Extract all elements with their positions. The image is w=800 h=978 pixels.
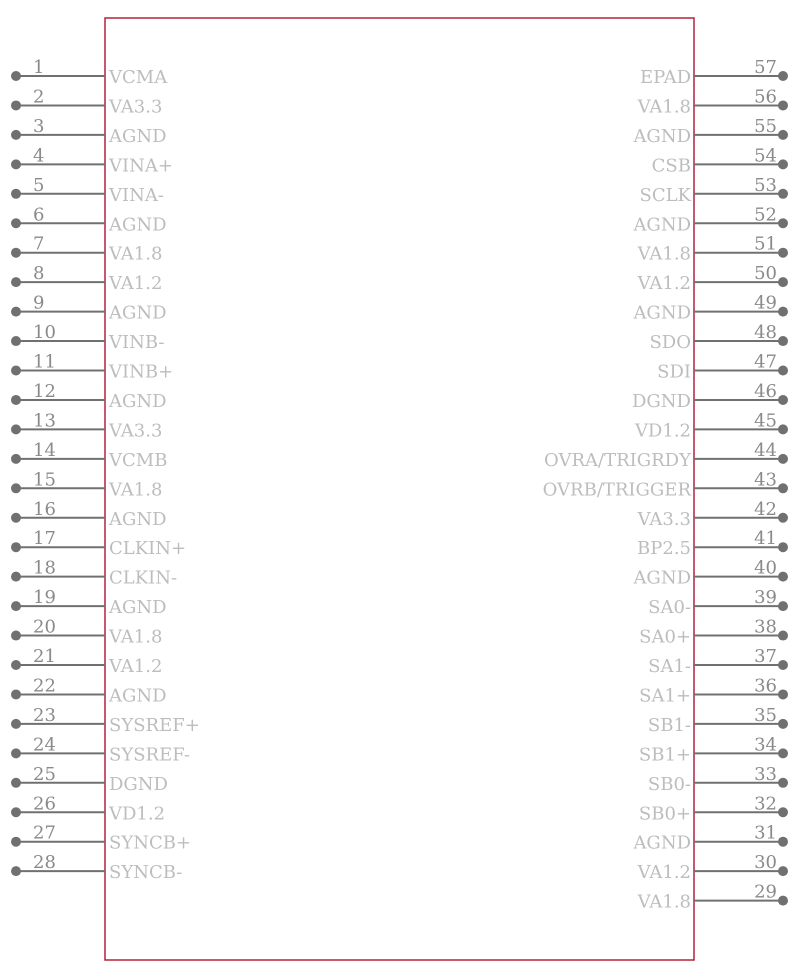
pin-8 (11, 263, 162, 294)
pin-28 (11, 852, 182, 883)
pin-terminal-dot (778, 130, 788, 140)
right-pin-group (543, 57, 788, 913)
pin-terminal-dot (778, 248, 788, 258)
pin-9 (11, 293, 167, 324)
pin-terminal-dot (778, 366, 788, 376)
pin-number: 3 (33, 115, 45, 137)
pin-terminal-dot (778, 424, 788, 434)
pin-number: 2 (33, 86, 45, 108)
pin-name-label: VA1.2 (109, 656, 163, 677)
pin-terminal-dot (778, 837, 788, 847)
pin-name-label: SA1+ (639, 685, 691, 707)
pin-number: 55 (754, 115, 777, 137)
pin-56 (637, 86, 788, 117)
pin-terminal-dot (11, 189, 21, 199)
pin-terminal-dot (778, 896, 788, 906)
pin-name-label: VA1.2 (109, 273, 163, 295)
pin-number: 26 (33, 793, 56, 815)
pin-17 (11, 528, 186, 559)
pin-name-label: DGND (109, 773, 168, 795)
pin-name-label: BP2.5 (637, 538, 691, 560)
pin-name-label: EPAD (639, 67, 691, 88)
pin-number: 56 (754, 86, 777, 108)
pin-10 (11, 322, 165, 353)
pin-35 (648, 705, 788, 736)
pin-number: 14 (33, 439, 56, 461)
pin-number: 46 (754, 380, 777, 402)
pin-name-label: VA1.8 (109, 479, 163, 501)
pin-31 (632, 823, 788, 854)
pin-terminal-dot (778, 395, 788, 405)
pin-name-label: SYSREF+ (109, 714, 200, 736)
pin-number: 48 (754, 322, 777, 344)
pin-terminal-dot (11, 631, 21, 641)
pin-number: 45 (754, 410, 777, 432)
pin-3 (11, 116, 167, 147)
pin-37 (648, 646, 788, 677)
pin-terminal-dot (778, 513, 788, 523)
pin-terminal-dot (11, 689, 21, 699)
pin-name-label: AGND (109, 214, 167, 236)
pin-name-label: VA1.8 (637, 243, 691, 265)
pin-55 (632, 116, 788, 147)
pin-number: 40 (754, 557, 777, 579)
pin-name-label: AGND (109, 390, 167, 412)
pin-11 (11, 352, 173, 383)
pin-number: 50 (754, 263, 777, 285)
pin-number: 36 (754, 675, 777, 697)
pin-number: 38 (754, 616, 777, 638)
pin-name-label: VINA+ (109, 155, 173, 177)
pin-terminal-dot (11, 837, 21, 847)
pin-number: 57 (754, 57, 777, 78)
pin-name-label: CLKIN- (109, 567, 178, 589)
pin-terminal-dot (11, 336, 21, 346)
pin-52 (632, 204, 788, 235)
pin-number: 17 (33, 528, 56, 550)
pin-terminal-dot (778, 159, 788, 169)
pin-number: 32 (754, 793, 777, 815)
pin-34 (639, 734, 788, 765)
pin-48 (649, 322, 788, 353)
pin-terminal-dot (778, 189, 788, 199)
pin-terminal-dot (778, 778, 788, 788)
pin-name-label: CLKIN+ (109, 538, 187, 560)
pin-terminal-dot (778, 719, 788, 729)
pin-terminal-dot (11, 660, 21, 670)
pin-name-label: SA0+ (639, 626, 691, 648)
pin-terminal-dot (11, 307, 21, 317)
pin-terminal-dot (778, 631, 788, 641)
pin-terminal-dot (778, 483, 788, 493)
pin-name-label: SDI (657, 361, 691, 383)
pin-29 (637, 882, 788, 913)
pin-number: 30 (754, 852, 777, 874)
pin-name-label: SB0- (647, 773, 691, 795)
pin-name-label: VA3.3 (637, 508, 691, 530)
pin-terminal-dot (778, 542, 788, 552)
pin-name-label: VCMB (109, 449, 168, 471)
pin-number: 1 (33, 57, 45, 78)
pin-name-label: AGND (109, 597, 167, 619)
pin-name-label: VA1.8 (109, 243, 163, 265)
pin-name-label: SYSREF- (109, 744, 190, 766)
pin-terminal-dot (11, 366, 21, 376)
pin-terminal-dot (11, 218, 21, 228)
pin-57 (640, 57, 788, 88)
pin-12 (11, 381, 167, 412)
pin-44 (544, 440, 788, 471)
pin-terminal-dot (11, 513, 21, 523)
pin-7 (11, 234, 162, 265)
pin-5 (11, 175, 164, 206)
pin-terminal-dot (11, 424, 21, 434)
pin-number: 11 (33, 351, 56, 373)
pin-number: 5 (33, 174, 45, 196)
pin-name-label: AGND (633, 214, 691, 236)
pin-terminal-dot (778, 660, 788, 670)
pin-27 (11, 823, 191, 854)
pin-name-label: VD1.2 (109, 803, 166, 825)
pin-name-label: AGND (109, 685, 167, 707)
pin-terminal-dot (11, 100, 21, 110)
pin-49 (632, 293, 788, 324)
pin-name-label: VINB+ (109, 361, 174, 383)
pin-number: 54 (754, 145, 777, 167)
pin-terminal-dot (11, 248, 21, 258)
pin-number: 27 (33, 822, 56, 844)
pin-53 (639, 175, 788, 206)
pin-name-label: SYNCB+ (109, 832, 192, 854)
pin-4 (11, 145, 173, 176)
pin-name-label: SDO (649, 332, 691, 354)
pin-26 (11, 793, 165, 824)
pin-name-label: AGND (109, 302, 167, 324)
pin-name-label: VA1.8 (637, 891, 691, 913)
pin-47 (657, 352, 788, 383)
pin-name-label: VINB- (109, 332, 165, 354)
pin-terminal-dot (11, 601, 21, 611)
pin-21 (11, 646, 162, 677)
pin-number: 7 (33, 233, 45, 255)
pin-1 (11, 57, 168, 88)
pin-number: 8 (33, 263, 45, 285)
pin-name-label: CSB (651, 155, 691, 177)
pin-20 (11, 617, 162, 648)
pin-terminal-dot (778, 807, 788, 817)
pin-50 (637, 263, 788, 294)
pin-name-label: SB1- (647, 714, 691, 736)
pin-number: 34 (754, 734, 777, 756)
pin-number: 23 (33, 704, 56, 726)
pin-name-label: SA0- (648, 597, 691, 619)
pin-number: 13 (33, 410, 56, 432)
pin-number: 16 (33, 498, 56, 520)
pin-name-label: SCLK (639, 184, 691, 206)
pin-43 (543, 469, 788, 500)
pin-terminal-dot (11, 778, 21, 788)
pin-number: 9 (33, 292, 45, 314)
pin-6 (11, 204, 167, 235)
pin-54 (652, 145, 788, 176)
pin-name-label: AGND (633, 567, 691, 589)
pin-terminal-dot (11, 866, 21, 876)
pin-name-label: SA1- (648, 656, 691, 677)
pin-terminal-dot (778, 866, 788, 876)
pin-number: 37 (754, 646, 777, 667)
pin-number: 33 (754, 763, 777, 785)
pin-terminal-dot (778, 71, 788, 81)
pin-number: 12 (33, 380, 56, 402)
pin-terminal-dot (11, 130, 21, 140)
pin-number: 51 (754, 233, 777, 255)
pin-number: 41 (754, 528, 777, 550)
pin-41 (637, 528, 788, 559)
pin-number: 39 (754, 587, 777, 609)
pin-number: 29 (754, 881, 777, 903)
pin-terminal-dot (778, 277, 788, 287)
pin-terminal-dot (778, 218, 788, 228)
pin-32 (639, 793, 788, 824)
pin-terminal-dot (778, 748, 788, 758)
pin-36 (639, 675, 788, 706)
pin-name-label: VA1.2 (637, 273, 691, 295)
pin-number: 43 (754, 469, 777, 491)
pin-name-label: VD1.2 (634, 420, 691, 442)
pin-terminal-dot (11, 483, 21, 493)
pin-number: 24 (33, 734, 56, 756)
pin-terminal-dot (11, 719, 21, 729)
pin-name-label: VA1.8 (109, 626, 163, 648)
pin-terminal-dot (778, 572, 788, 582)
pin-terminal-dot (11, 454, 21, 464)
pin-number: 49 (754, 292, 777, 314)
pin-42 (637, 499, 788, 530)
pin-name-label: AGND (633, 302, 691, 324)
pin-terminal-dot (11, 159, 21, 169)
pin-number: 28 (33, 852, 56, 874)
pin-terminal-dot (778, 601, 788, 611)
pin-number: 22 (33, 675, 56, 697)
pin-terminal-dot (11, 395, 21, 405)
pin-terminal-dot (11, 748, 21, 758)
pin-terminal-dot (778, 307, 788, 317)
pin-40 (632, 558, 788, 589)
pin-19 (11, 587, 167, 618)
pin-name-label: DGND (632, 390, 691, 412)
pin-number: 52 (754, 204, 777, 226)
pin-13 (11, 410, 162, 441)
pin-number: 6 (33, 204, 45, 226)
pin-number: 4 (33, 145, 45, 167)
pin-number: 15 (33, 469, 56, 491)
pin-45 (634, 410, 788, 441)
pin-30 (637, 852, 788, 883)
pin-terminal-dot (778, 100, 788, 110)
pin-number: 47 (754, 351, 777, 373)
pin-name-label: OVRA/TRIGRDY (544, 449, 691, 471)
pin-name-label: VINA- (109, 184, 164, 206)
pin-name-label: AGND (633, 125, 691, 147)
pin-number: 31 (754, 822, 777, 844)
pin-number: 21 (33, 646, 56, 667)
pin-number: 10 (33, 322, 56, 344)
pin-name-label: AGND (109, 508, 167, 530)
pin-terminal-dot (778, 689, 788, 699)
pin-terminal-dot (11, 71, 21, 81)
pin-terminal-dot (11, 277, 21, 287)
pin-51 (637, 234, 788, 265)
pin-name-label: VA3.3 (109, 420, 163, 442)
pin-name-label: SYNCB- (109, 862, 183, 884)
pin-38 (639, 617, 788, 648)
pin-number: 44 (754, 439, 777, 461)
pin-terminal-dot (11, 542, 21, 552)
pin-name-label: OVRB/TRIGGER (542, 479, 691, 501)
pin-33 (648, 764, 788, 795)
pin-terminal-dot (778, 454, 788, 464)
pin-number: 19 (33, 587, 56, 609)
pin-39 (648, 587, 788, 618)
pin-16 (11, 499, 167, 530)
pin-25 (11, 764, 168, 795)
pin-name-label: AGND (109, 125, 167, 147)
pin-number: 35 (754, 704, 777, 726)
pin-terminal-dot (11, 807, 21, 817)
pin-name-label: SB0+ (638, 803, 691, 825)
pin-name-label: AGND (633, 832, 691, 854)
pin-2 (11, 86, 162, 117)
pin-number: 42 (754, 498, 777, 520)
pin-number: 20 (33, 616, 56, 638)
pin-18 (11, 558, 177, 589)
pin-number: 53 (754, 174, 777, 196)
pin-24 (11, 734, 190, 765)
pin-name-label: SB1+ (638, 744, 691, 766)
pin-46 (632, 381, 788, 412)
pin-name-label: VA3.3 (109, 96, 163, 118)
pin-name-label: VA1.2 (637, 862, 691, 884)
pin-terminal-dot (778, 336, 788, 346)
pin-14 (11, 440, 167, 471)
pin-number: 25 (33, 763, 56, 785)
pin-15 (11, 469, 162, 500)
pin-name-label: VA1.8 (637, 96, 691, 118)
pin-number: 18 (33, 557, 56, 579)
pin-22 (11, 675, 167, 706)
pin-terminal-dot (11, 572, 21, 582)
pin-name-label: VCMA (109, 67, 168, 88)
